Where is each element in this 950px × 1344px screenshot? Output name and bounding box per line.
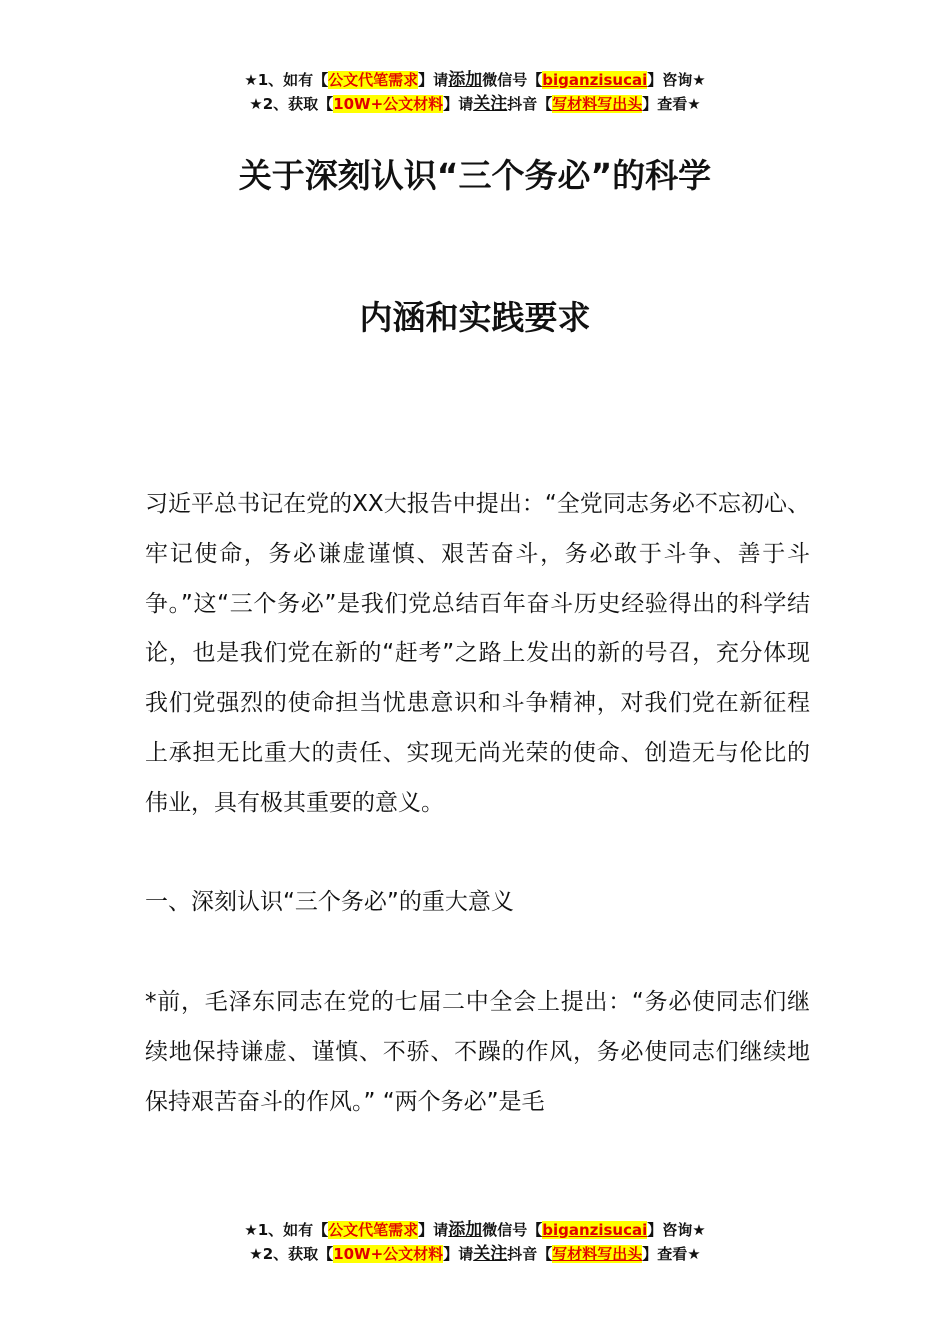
paragraph: 习近平总书记在党的XX大报告中提出：“全党同志务必不忘初心、牢记使命，务必谦虚谨慎、艰苦奋斗，务必敢于斗争、善于斗争。”这“三个务必”是我们党总结百年奋斗历史经验得出的科学结论，也是我们党在新的“赶考”之路上发出的新的号召，充分体现我们党强烈的使命担当忧患意识和斗争精神，对我们党在新征程上承担无比重大的责任、实现无尚光荣的使命、创造无与伦比的伟业，具有极其重要的意义。 [145,491,810,816]
banner-line-1: ★1、如有【公文代笔需求】请添加微信号【biganzisucai】咨询★ [244,1220,706,1240]
title-line-2: 内涵和实践要求 [359,298,591,337]
banner-line-2: ★2、获取【10W+公文材料】请关注抖音【写材料写出头】查看★ [249,1244,701,1264]
section-heading: 一、深刻认识“三个务必”的重大意义 [145,889,514,916]
banner-line-2: ★2、获取【10W+公文材料】请关注抖音【写材料写出头】查看★ [249,94,701,114]
footer-banner [0,1218,950,1266]
highlight: 10W+公文材料 [333,95,444,113]
title-line-1: 关于深刻认识“三个务必”的科学 [238,156,712,195]
header-banner [0,68,950,116]
highlight: 公文代笔需求 [328,71,419,89]
wechat-id: biganzisucai [542,71,648,89]
highlight: 写材料写出头 [552,95,643,113]
banner-line-1: ★1、如有【公文代笔需求】请添加微信号【biganzisucai】咨询★ [244,70,706,90]
document-body [145,480,810,1127]
paragraph: *前，毛泽东同志在党的七届二中全会上提出：“务必使同志们继续地保持谦虚、谨慎、不骄、不躁的作风，务必使同志们继续地保持艰苦奋斗的作风。” “两个务必”是毛 [145,988,810,1115]
